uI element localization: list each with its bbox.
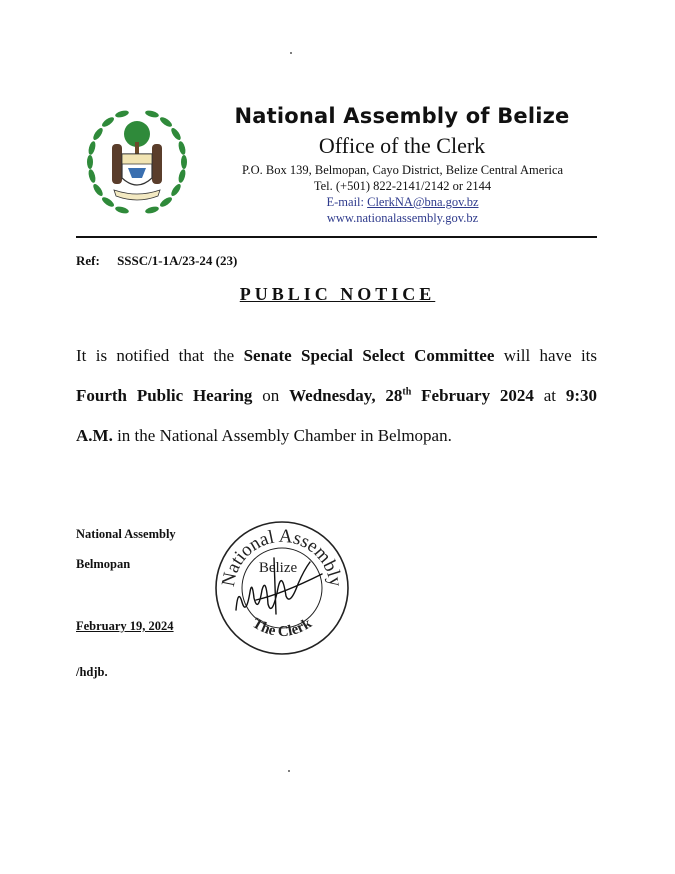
address: P.O. Box 139, Belmopan, Cayo District, Belize Central America [241, 163, 564, 177]
signature-line-2: Belmopan [76, 557, 131, 571]
day-suffix: th [402, 386, 412, 398]
email-link[interactable]: ClerkNA@bna.gov.bz [367, 195, 479, 209]
header-divider [76, 236, 597, 238]
body-text-venue: in the National Assembly Chamber in Belmopan. [117, 426, 452, 445]
body-line-1 [76, 336, 597, 376]
signature-date: February 19, 2024 [76, 619, 174, 633]
body-text-a: It is notified that the [76, 346, 235, 365]
body-line-2 [76, 376, 597, 416]
body-text-b: will have its [503, 346, 598, 365]
body-text-on: on [262, 386, 280, 405]
notice-body [76, 336, 597, 456]
ref-value: SSSC/1-1A/23-24 (23) [117, 253, 238, 268]
scan-speck [290, 52, 292, 54]
website-link[interactable]: www.nationalassembly.gov.bz [326, 211, 479, 225]
committee-name: Senate Special Select Committee [243, 346, 495, 365]
coat-of-arms-seal [84, 104, 190, 222]
stamp-top-text: National Assembly [217, 525, 346, 589]
body-line-3 [76, 416, 597, 456]
office-name: Office of the Clerk [318, 133, 486, 158]
organization-name: National Assembly of Belize [234, 104, 570, 128]
hearing-time: 9:30 [565, 386, 598, 405]
signature-line-1: National Assembly [76, 527, 176, 541]
hearing-day: Wednesday, 28 [289, 386, 403, 405]
reference-line [76, 253, 237, 269]
email-line [210, 195, 595, 210]
notice-title: PUBLIC NOTICE [239, 284, 436, 304]
hearing-time-meridiem: A.M. [76, 426, 113, 445]
stamp-bottom-text: The Clerk [249, 615, 315, 641]
stamp-center-text: Belize [258, 560, 298, 576]
ref-label: Ref: [76, 253, 100, 268]
hearing-date [289, 386, 534, 405]
email-label: E-mail: [326, 195, 368, 209]
scan-speck [288, 770, 290, 772]
hearing-name: Fourth Public Hearing [76, 386, 253, 405]
body-text-at: at [543, 386, 557, 405]
clerk-stamp [212, 518, 352, 658]
telephone: Tel. (+501) 822-2141/2142 or 2144 [313, 179, 492, 193]
typist-initials: /hdjb. [76, 665, 108, 679]
hearing-month-year: February 2024 [421, 386, 534, 405]
